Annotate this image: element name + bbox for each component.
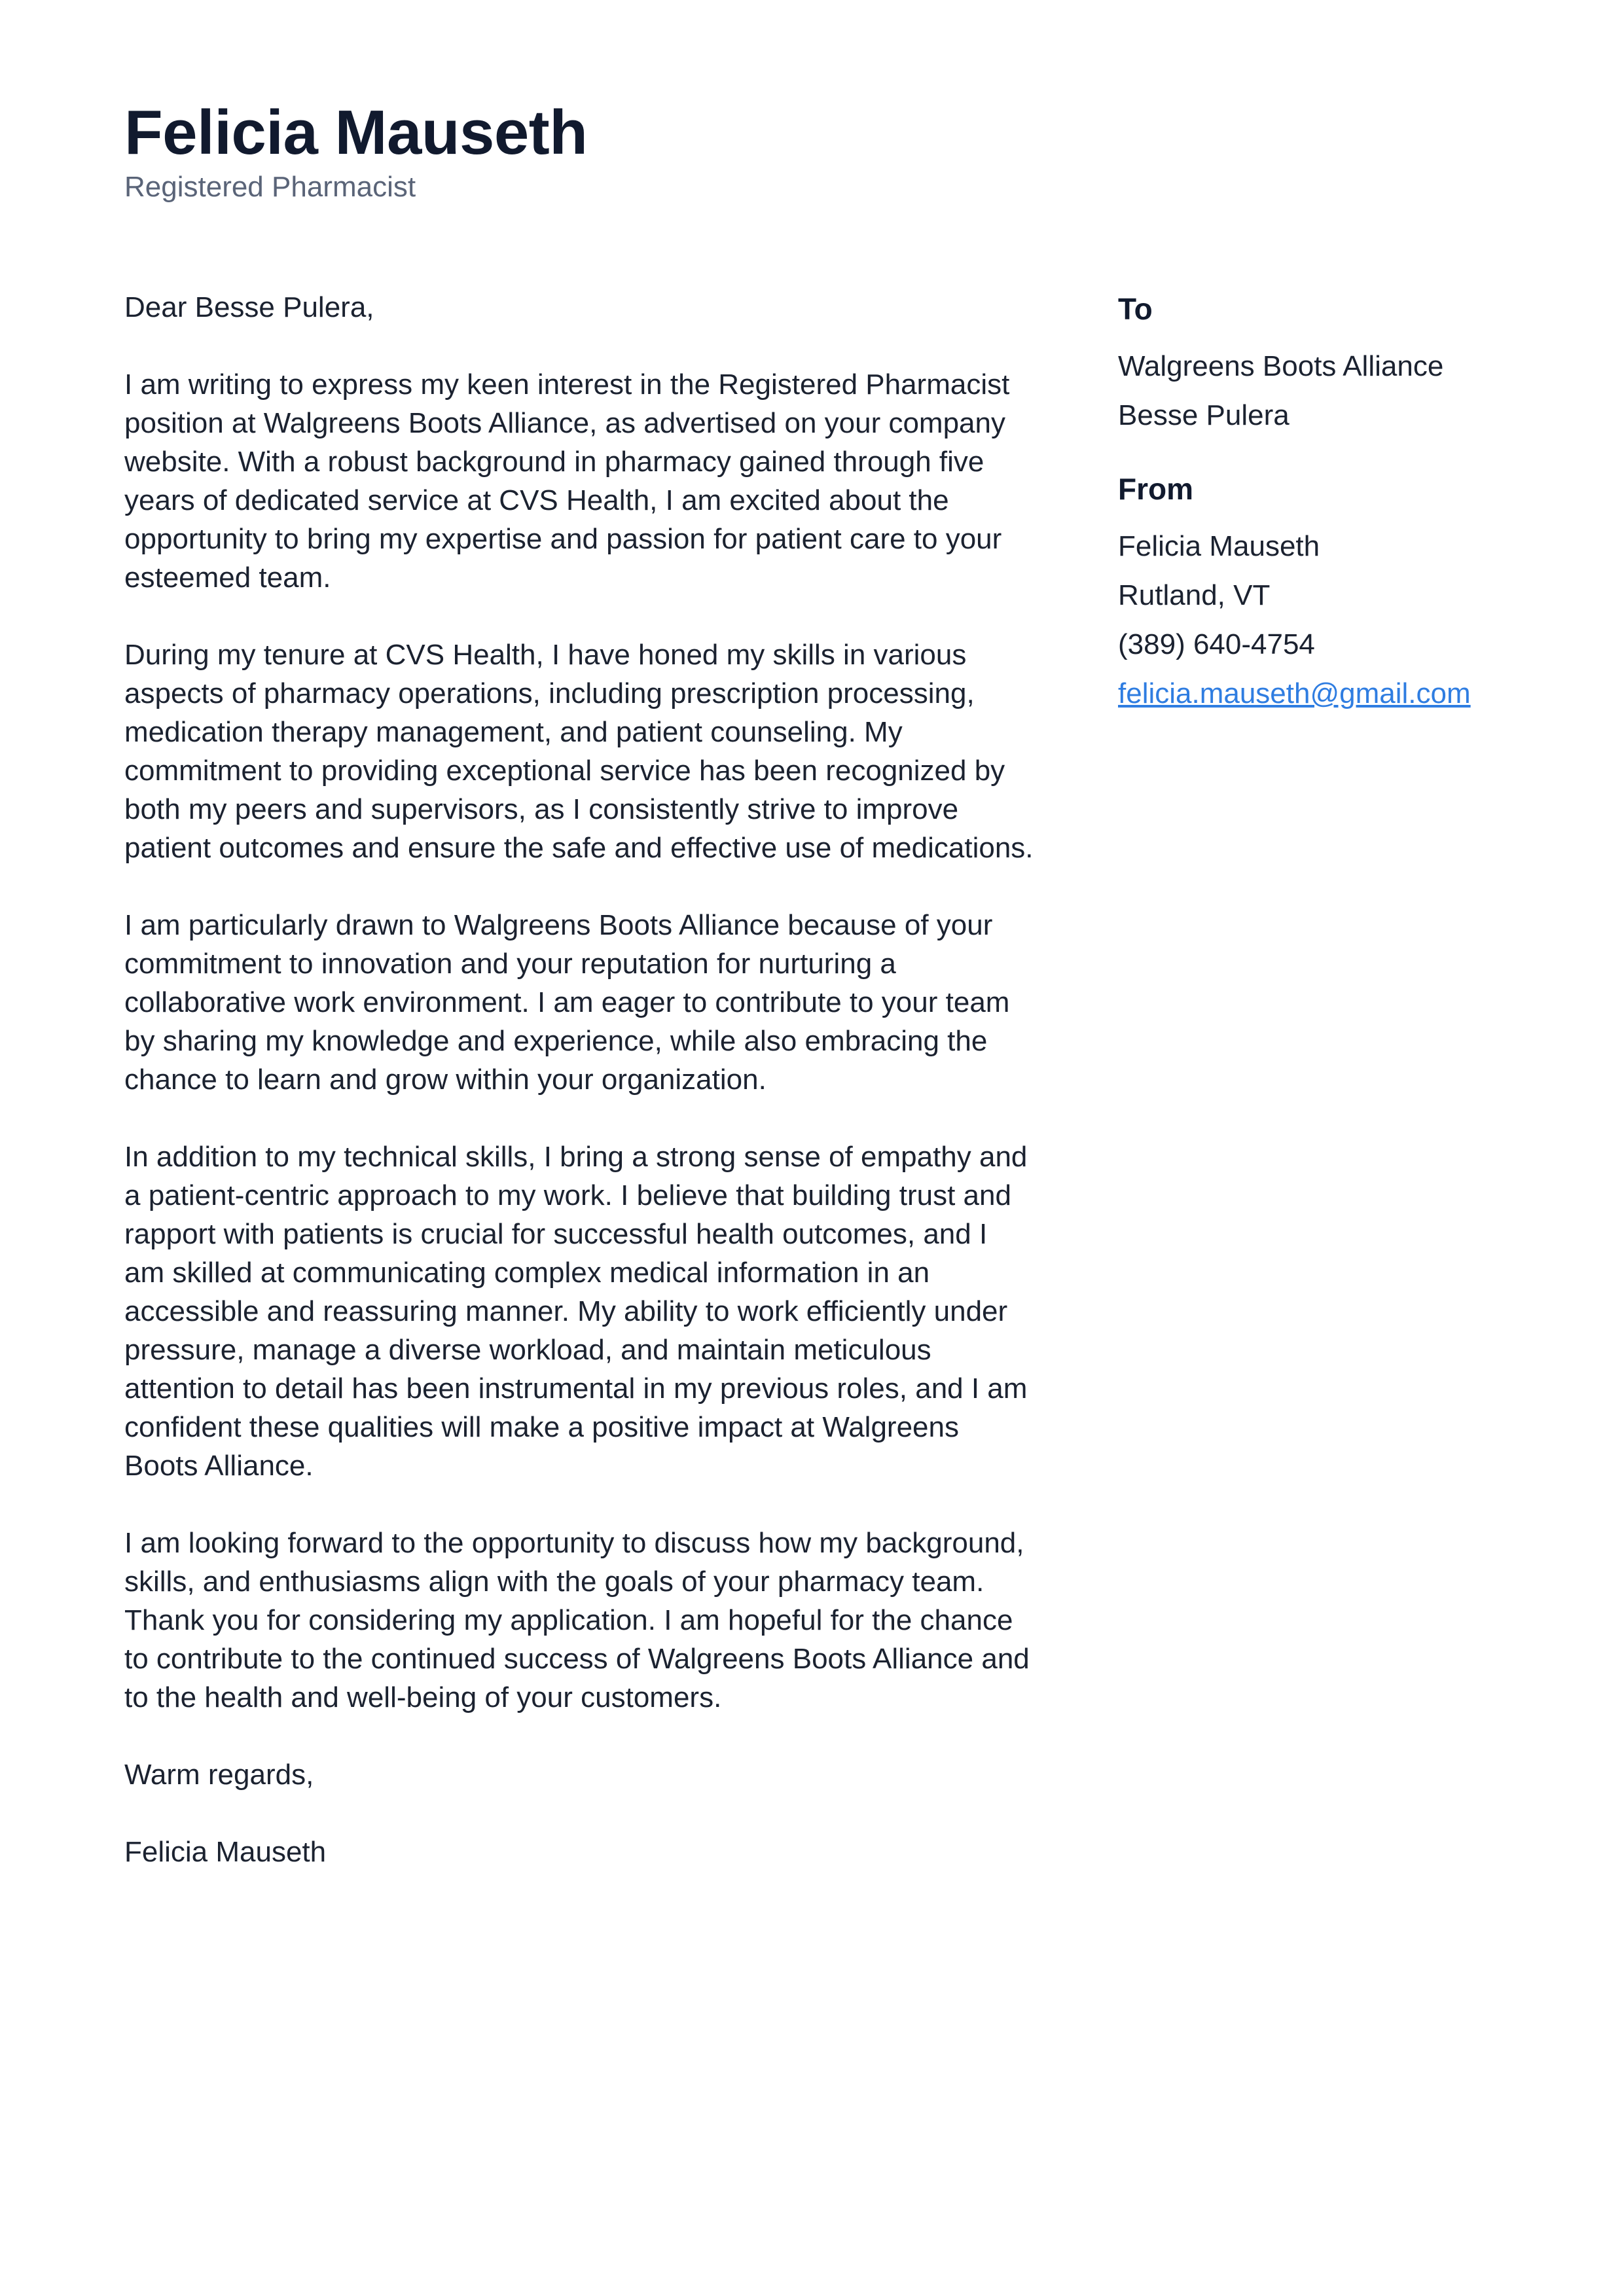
sender-heading: From: [1118, 472, 1193, 507]
sender-email-link[interactable]: felicia.mauseth@gmail.com: [1118, 677, 1471, 710]
sender-name-heading: Felicia Mauseth: [124, 98, 588, 168]
letter-header: [124, 98, 587, 204]
recipient-company: Walgreens Boots Alliance: [1118, 350, 1444, 383]
recipient-name: Besse Pulera: [1118, 399, 1290, 432]
letter-body: [124, 288, 1034, 1871]
letter-paragraph-2: During my tenure at CVS Health, I have honed my skills in various aspects of pharmacy operations, including prescription processing, medication therapy management, and patient counseling. My commitment to providing exceptional service has been recognized by both my peers and supervisors, as I consistently strive to improve patient outcomes and ensure the safe and effective use of medications.: [124, 639, 1034, 864]
letter-paragraph-4: In addition to my technical skills, I bring a strong sense of empathy and a patient-centric approach to my work. I believe that building trust and rapport with patients is crucial for successful health outcomes, and I am skilled at communicating complex medical information in an accessible and reassuring manner. My ability to work efficiently under pressure, manage a diverse workload, and maintain meticulous attention to detail has been instrumental in my previous roles, and I am confident these qualities will make a positive impact at Walgreens Boots Alliance.: [124, 1141, 1028, 1482]
sender-job-title: Registered Pharmacist: [124, 170, 416, 203]
sender-location: Rutland, VT: [1118, 579, 1271, 612]
sender-name: Felicia Mauseth: [1118, 530, 1320, 563]
letter-paragraph-1: I am writing to express my keen interest in the Registered Pharmacist position at Walgreens Boots Alliance, as advertised on your company website. With a robust background in pharmacy gained through five years of dedicated service at CVS Health, I am excited about the opportunity to bring my expertise and passion for patient care to your esteemed team.: [124, 368, 1010, 594]
sender-section: [1118, 471, 1576, 718]
recipient-heading: To: [1118, 292, 1153, 326]
letter-signature: Felicia Mauseth: [124, 1836, 327, 1868]
recipient-section: [1118, 291, 1576, 440]
letter-paragraph-3: I am particularly drawn to Walgreens Boots Alliance because of your commitment to innovation and your reputation for nurturing a collaborative work environment. I am eager to contribute to your team by sharing my knowledge and experience, while also embracing the chance to learn and grow within your organization.: [124, 909, 1010, 1096]
letter-closing: Warm regards,: [124, 1759, 314, 1791]
contact-sidebar: [1118, 291, 1576, 749]
sender-phone: (389) 640-4754: [1118, 628, 1315, 661]
letter-paragraph-5: I am looking forward to the opportunity to discuss how my background, skills, and enthusiasms align with the goals of your pharmacy team. Thank you for considering my application. I am hopeful for the chance to contribute to the continued success of Walgreens Boots Alliance and to the health and well-being of your customers.: [124, 1527, 1030, 1713]
letter-greeting: Dear Besse Pulera,: [124, 291, 374, 323]
